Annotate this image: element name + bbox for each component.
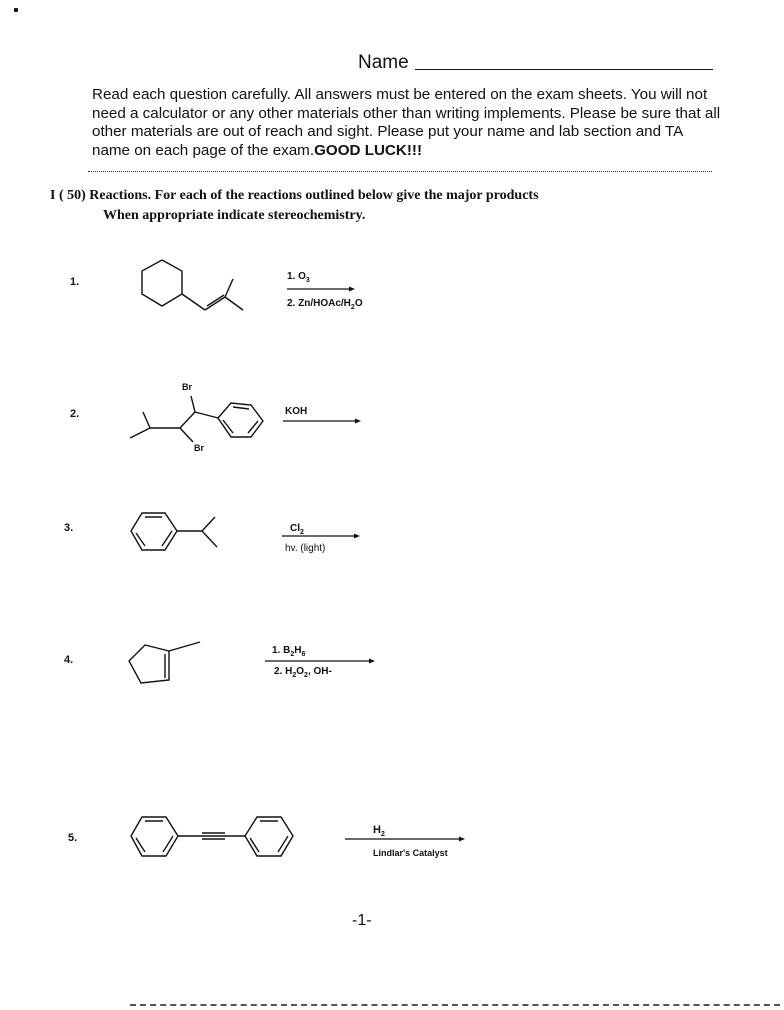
name-field (358, 52, 713, 74)
question-2-bromine-top: Br (182, 382, 193, 392)
question-3-reaction-arrow (282, 531, 362, 541)
name-blank-line (415, 69, 713, 70)
question-4-structure (125, 635, 215, 695)
instructions-text: Read each question carefully. All answers must be entered on the exam sheets. You will not need a calculator or any other materials other than writing implements. Please be sure that all other materials are out of reach and sight. Please put your name and lab section and TA name on each page of the exam. (92, 86, 721, 159)
question-4-reagent-1: 1. $B_2H_6$ (272, 645, 306, 658)
question-5-structure (125, 810, 305, 865)
section-heading (50, 186, 539, 226)
question-5-reagent-2: Lindlar's Catalyst (373, 848, 448, 858)
name-label: Name (358, 52, 409, 73)
question-3-number: 3. (64, 522, 74, 534)
question-5-reagent-1: $H_2$ (373, 824, 385, 839)
question-5-reaction-arrow (345, 834, 467, 844)
question-1-reagent-1: 1. $O_3$ (287, 271, 310, 284)
question-1-reagent-2: 2. $Zn/HOAc/H_2O$ (287, 298, 363, 311)
question-2-number: 2. (70, 408, 80, 420)
page-number: -1- (352, 912, 372, 929)
question-2-reagent: KOH (285, 406, 308, 417)
question-2-bromine-bottom: Br (194, 443, 205, 453)
question-3-reagent-1: $Cl_2$ (290, 523, 304, 536)
question-1-number: 1. (70, 276, 80, 288)
question-3-structure (125, 505, 235, 560)
instructions-paragraph (92, 86, 722, 160)
question-4-number: 4. (64, 654, 74, 666)
question-1-structure (130, 250, 260, 325)
scan-speck (14, 8, 18, 12)
question-4-reagent-2: 2. $H_2O_2$, OH- (274, 666, 332, 679)
scan-edge-line (130, 1004, 780, 1006)
question-1-reaction-arrow (287, 284, 357, 294)
question-2-structure (125, 390, 275, 455)
question-3-reagent-2: hv. (light) (285, 543, 326, 554)
section-heading-line2: When appropriate indicate stereochemistry. (103, 208, 366, 223)
section-heading-line1: I ( 50) Reactions. For each of the reactions outlined below give the major products (50, 188, 539, 203)
good-luck-text: GOOD LUCK!!! (314, 141, 423, 159)
question-2-reaction-arrow (283, 416, 363, 426)
question-4-reaction-arrow (265, 656, 377, 666)
question-5-number: 5. (68, 832, 78, 844)
dotted-divider (88, 171, 712, 172)
